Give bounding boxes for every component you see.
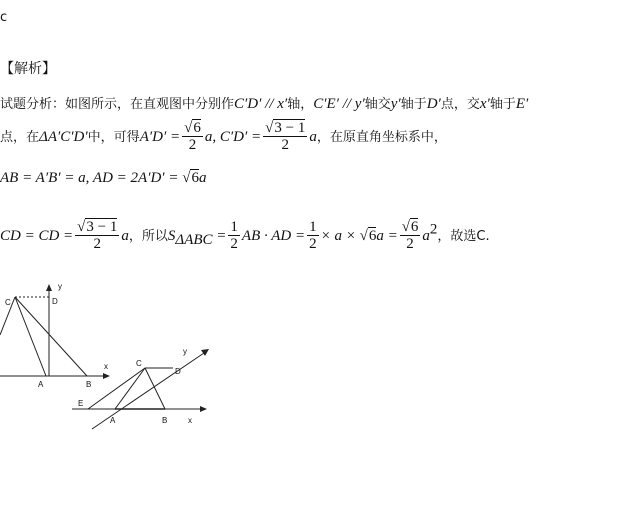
fig2-label-c: C <box>136 359 142 368</box>
p2-frac-1: $\frac{√6}{2}$ <box>184 120 201 153</box>
p4-f4-den: 2 <box>406 236 414 252</box>
p4-f3-den: 2 <box>309 236 317 252</box>
p2-m2c: a <box>309 129 317 145</box>
fig2-ce <box>88 368 145 409</box>
answer-letter: c <box>0 10 8 25</box>
p2-m2b: a, C′D′ = <box>204 129 262 145</box>
p3-m2: a <box>198 170 207 186</box>
p4-m1: CD = CD = <box>0 228 74 244</box>
analysis-line-3: AB = A′B′ = a, AD = 2A′D′ = √6a <box>0 170 207 186</box>
p4-sup: 2 <box>429 221 438 238</box>
p4-m3: = <box>212 228 227 244</box>
p4-frac-4: $\frac{√6}{2}$ <box>401 219 419 252</box>
fig2-label-d: D <box>175 367 181 376</box>
fig2-label-b: B <box>162 416 168 425</box>
fig1-label-d: D <box>52 297 58 306</box>
fig2-label-x: x <box>188 416 192 425</box>
analysis-line-1 <box>0 93 528 113</box>
fig1-cb <box>15 297 87 376</box>
analysis-line-4: CD = CD = $\frac{√3 - 1}{2}$ a，所以$S_{\Delta ABC}$ = $\frac{1}{2}$ AB · AD = $\frac{1}{2}$ × a × √6a = $\frac{√6}{2}$ $a^2$，故选C. <box>0 219 490 252</box>
p1-t2: 轴交 <box>364 97 391 112</box>
fig1-label-b: B <box>86 380 92 389</box>
p2-m1: ΔA′C′D′ <box>39 129 88 145</box>
p1-t1: 轴， <box>287 97 314 112</box>
p4-f3-num: 1 <box>309 219 317 235</box>
p2-f1-den: 2 <box>188 137 197 153</box>
p1-m4: D′ <box>426 96 441 112</box>
p4-m4: AB · AD = <box>241 228 306 244</box>
p2-f2-num: 3 − 1 <box>274 120 306 136</box>
p4-m2: a <box>121 228 129 244</box>
fig1-y-arrow-icon <box>46 284 52 291</box>
p4-sqrt: 6 <box>368 228 377 244</box>
p1-t5: 轴于 <box>489 97 516 112</box>
p1-m2: C′E′ // y′ <box>313 96 365 112</box>
p4-sub: ΔABC <box>175 232 213 249</box>
p1-t3: 轴于 <box>400 97 427 112</box>
p4-m5: × a × <box>320 228 360 244</box>
analysis-heading: 【解析】 <box>0 61 56 77</box>
p4-frac-1: $\frac{√3 - 1}{2}$ <box>77 219 118 252</box>
p4-s: S <box>167 228 176 244</box>
fig2-cb <box>145 368 165 409</box>
p4-f4-num: 6 <box>410 219 419 235</box>
p3-m1: AB = A′B′ = a, AD = 2A′D′ = <box>0 170 183 186</box>
p3-sqrt: 6 <box>191 170 199 186</box>
p1-m5: x′ <box>479 96 490 112</box>
p2-frac-2: $\frac{√3 - 1}{2}$ <box>265 120 306 153</box>
fig1-label-x: x <box>104 362 108 371</box>
fig2-y-arrow-icon <box>201 349 209 356</box>
p4-t1: ，所以 <box>128 229 168 244</box>
p4-frac-3 <box>307 219 319 252</box>
p4-f1-num: 3 − 1 <box>86 219 118 235</box>
fig1-label-c: C <box>5 298 11 307</box>
fig2-label-a: A <box>110 416 116 425</box>
fig2-x-arrow-icon <box>200 406 207 412</box>
fig2-label-y: y <box>183 347 187 356</box>
p4-m7: a <box>422 228 430 244</box>
fig1-label-y: y <box>58 282 62 291</box>
p1-m1: C′D′ // x′ <box>234 96 288 112</box>
p1-lead: 试题分析：如图所示，在直观图中分别作 <box>0 97 235 112</box>
p2-m2a: A′D′ = <box>139 129 181 145</box>
p4-f2-num: 1 <box>230 219 238 235</box>
fig1-x-arrow-icon <box>103 373 110 379</box>
p4-m6: a = <box>376 228 398 244</box>
p2-t2: ，在原直角坐标系中， <box>316 130 447 145</box>
geometry-figures <box>0 275 230 445</box>
p1-m3: y′ <box>390 96 401 112</box>
p2-f2-den: 2 <box>281 137 289 153</box>
p1-m6: E′ <box>515 96 529 112</box>
fig1-ca <box>15 297 46 376</box>
fig1-label-a: A <box>38 380 44 389</box>
p4-f2-den: 2 <box>230 236 238 252</box>
analysis-line-2 <box>0 120 447 153</box>
p2-f1-num: 6 <box>193 120 201 136</box>
p1-t4: 点，交 <box>440 97 480 112</box>
p4-f1-den: 2 <box>93 236 102 252</box>
p2-lead: 点，在 <box>0 130 40 145</box>
p4-frac-2 <box>228 219 240 252</box>
p4-t2: ，故选C. <box>437 229 490 244</box>
fig2-label-e: E <box>78 399 84 408</box>
p2-t1: 中，可得 <box>87 130 140 145</box>
